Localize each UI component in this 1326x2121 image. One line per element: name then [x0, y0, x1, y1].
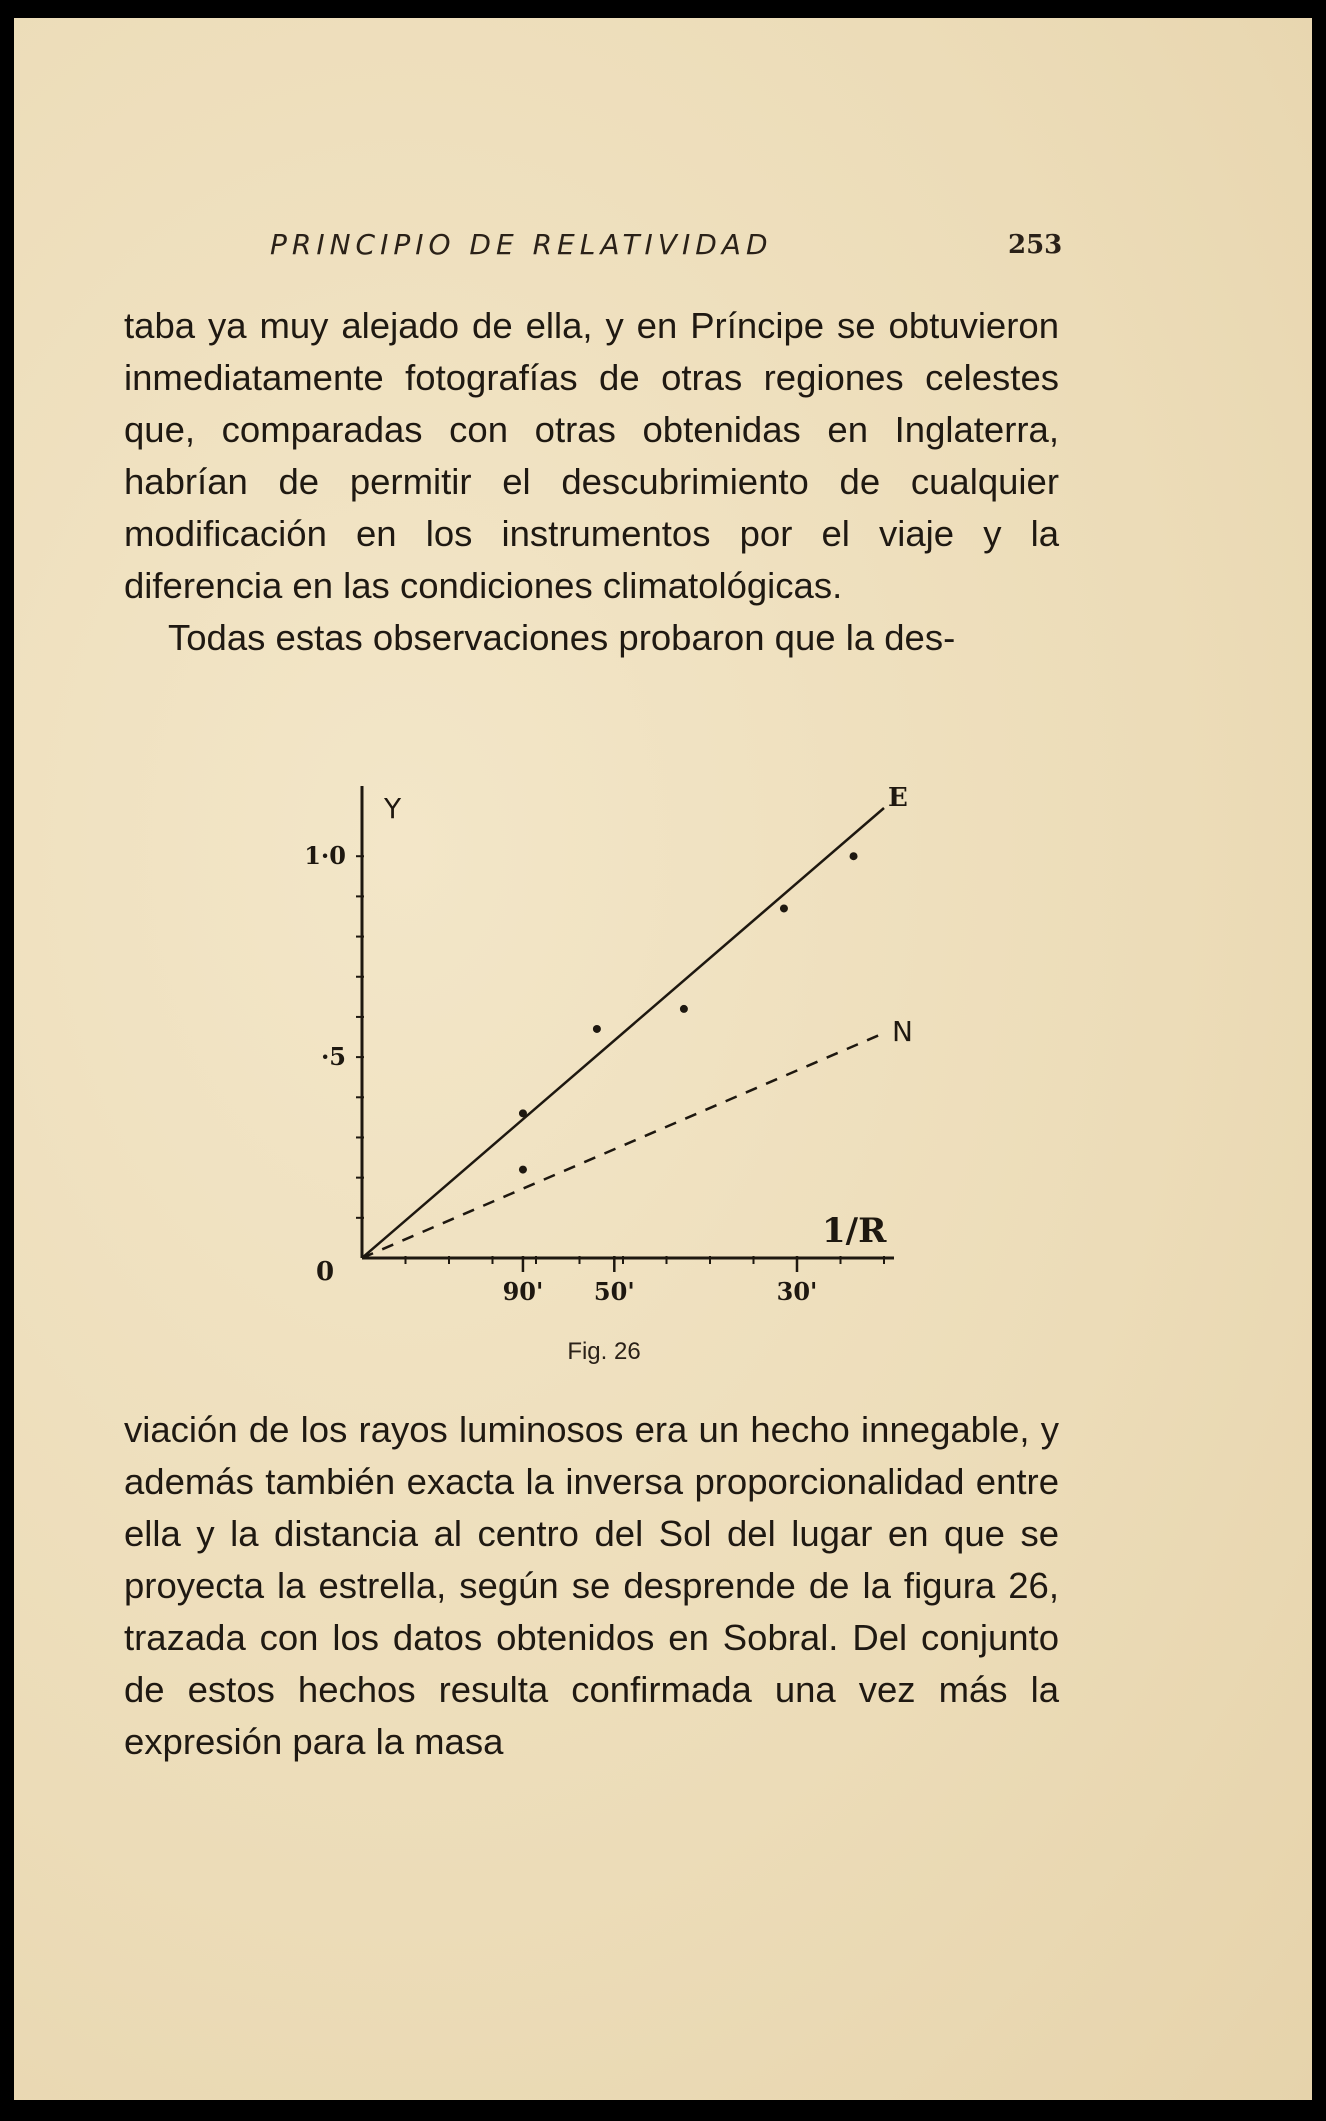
paragraph-2-end: viación de los rayos luminosos era un hecho innegable, y además también exacta la inversa proporcionalidad entre ella y la distancia al centro del Sol del lugar en que se proyecta la estrella, según se desprende de la figura 26, trazada con los datos obtenidos en Sobral. Del conjunto de estos hechos resulta confirmada una vez más la expresión para la masa [124, 1409, 1059, 1762]
observation-point-4 [780, 904, 788, 912]
observation-point-0 [519, 1109, 527, 1117]
paragraph-2-start: Todas estas observaciones probaron que la des- [168, 617, 956, 658]
x-axis-label: 1/R [822, 1211, 887, 1251]
line-label-e: E [888, 783, 908, 813]
line-e [362, 808, 884, 1258]
y-tick-label-0: ·5 [320, 1042, 346, 1072]
origin-label: 0 [316, 1257, 335, 1287]
running-title: PRINCIPIO DE RELATIVIDAD [270, 228, 773, 261]
plot-ticks [356, 856, 884, 1272]
book-page [14, 18, 1312, 2100]
deflection-plot [284, 758, 924, 1328]
observation-point-3 [680, 1005, 688, 1013]
figure-caption: Fig. 26 [567, 1338, 641, 1365]
observation-point-2 [593, 1025, 601, 1033]
plot-axes [362, 786, 894, 1258]
x-tick-label-2: 30' [776, 1277, 818, 1306]
plot-lines [362, 808, 884, 1258]
text-block-top [124, 300, 1059, 664]
text-block-bottom [124, 1404, 1059, 1768]
page-number: 253 [1008, 230, 1063, 260]
x-tick-label-1: 50' [593, 1277, 635, 1306]
running-head [14, 216, 1312, 276]
x-tick-label-0: 90' [502, 1277, 544, 1306]
y-tick-label-1: 1·0 [304, 841, 346, 871]
line-label-n: N [892, 1015, 913, 1048]
observation-point-5 [850, 852, 858, 860]
figure-26 [284, 758, 924, 1368]
y-axis-label: Y [384, 792, 402, 825]
observation-point-1 [519, 1166, 527, 1174]
paragraph-1: taba ya muy alejado de ella, y en Príncipe se obtuvieron inmediatamente fotografías de otras regiones celestes que, comparadas con otras obtenidas en Inglaterra, habrían de permitir el descubrimiento de cualquier modificación en los instrumentos por el viaje y la diferencia en las condiciones climatológicas. [124, 305, 1059, 606]
plot-points [519, 852, 858, 1173]
line-n [362, 1033, 884, 1258]
